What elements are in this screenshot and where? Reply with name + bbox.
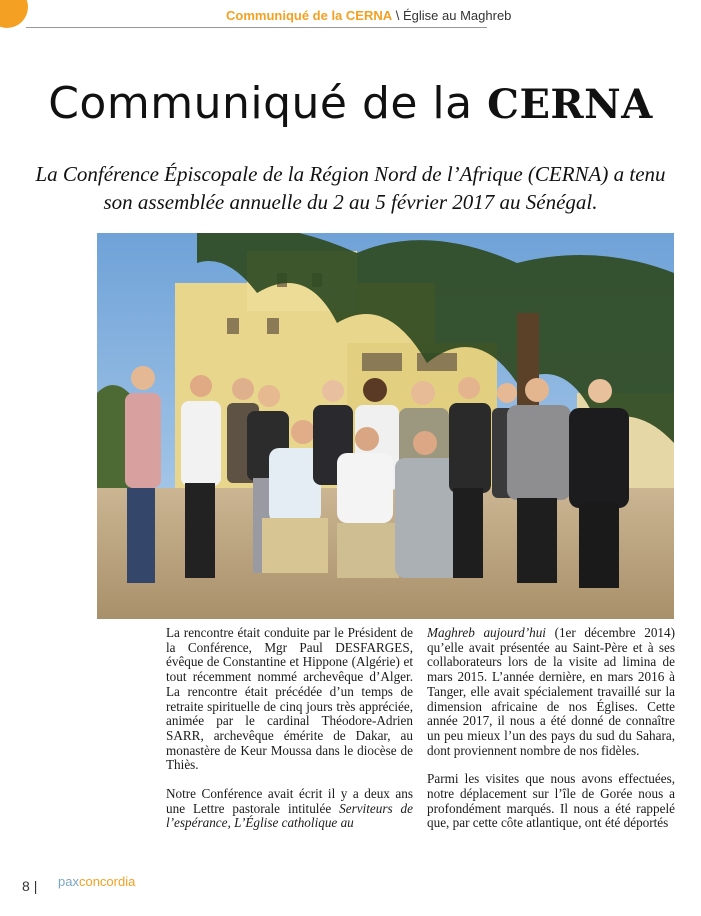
header-separator: \ (395, 8, 400, 23)
title-part2: CERNA (487, 81, 653, 128)
col2-paragraph-2: Parmi les visites que nous avons effectuées, notre déplacement sur l’île de Gorée nous a profondément marqués. Il nous a été rappelé que, par cette côte atlantique, ont été déportés (427, 771, 675, 831)
pax-concordia-logo (58, 874, 135, 889)
title-part1: Communiqué de la (48, 78, 488, 129)
logo-concordia: concordia (78, 874, 136, 889)
lede-paragraph: La Conférence Épiscopale de la Région Nord de l’Afrique (CERNA) a tenu son assemblée annuelle du 2 au 5 février 2017 au Sénégal. (35, 162, 666, 214)
page-title (0, 78, 701, 129)
logo-pax: pax (58, 874, 79, 889)
header-rule (26, 27, 487, 28)
text-column-2 (427, 626, 675, 845)
col1-paragraph-2 (166, 787, 413, 831)
footer-separator: | (33, 878, 38, 894)
page-number: 8 (22, 878, 30, 894)
group-photo (97, 233, 674, 619)
col2-paragraph-1 (427, 626, 675, 758)
col1-p2-text: Notre Conférence avait écrit il y a deux ans une Lettre pastorale intitulée (166, 786, 413, 816)
page-footer (22, 878, 37, 894)
header-section: Communiqué de la CERNA (226, 8, 393, 23)
text-column-1 (166, 626, 413, 845)
header-publication: Église au Maghreb (403, 8, 512, 23)
running-header (226, 8, 511, 23)
col1-p2-title-italic: Serviteurs de l’espérance, L’Église catholique au (166, 800, 413, 831)
col2-p1-title-italic: Maghreb aujourd’hui (427, 625, 546, 640)
col1-paragraph-1: La rencontre était conduite par le Président de la Conférence, Mgr Paul DESFARGES, évêque de Constantine et Hippone (Algérie) et tout récemment nommé archevêque d’Alger. La rencontre était précédée d’un temps de retraite spirituelle de cinq jours très appréciée, animée par le cardinal Théodore-Adrien SARR, archevêque émérite de Dakar, au monastère de Keur Moussa dans le diocèse de Thiès. (166, 625, 413, 773)
corner-decoration (0, 0, 28, 28)
col2-p1-text: (1er décembre 2014) qu’elle avait présentée au Saint-Père et à ses collaborateurs lors de la visite ad limina de mars 2015. L’année dernière, en mars 2016 à Tanger, elle avait spécialement travaillé sur la dimension africaine de nos Églises. Cette année 2017, il nous a été donné de connaître un peu mieux l’un des pays du sud du Sahara, dont proviennent nombre de nos fidèles. (427, 625, 675, 758)
